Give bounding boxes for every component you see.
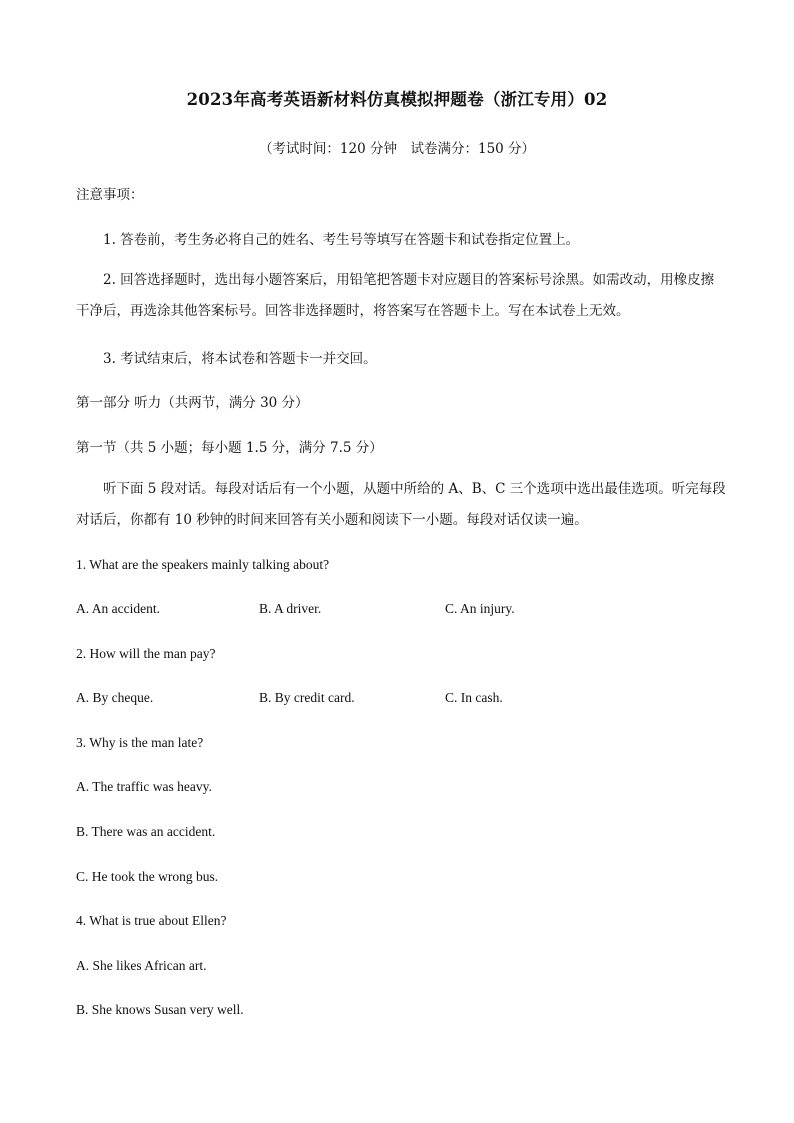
question-1-stem: 1. What are the speakers mainly talking about? bbox=[76, 557, 330, 572]
question-3-stem: 3. Why is the man late? bbox=[76, 735, 204, 750]
question-1-option-a: A. An accident. bbox=[76, 601, 160, 616]
question-1-option-b: B. A driver. bbox=[259, 601, 322, 616]
notice-item-2: 2. 回答选择题时，选出每小题答案后，用铅笔把答题卡对应题目的答案标号涂黑。如需改动，用橡皮擦干净后，再选涂其他答案标号。回答非选择题时，将答案写在答题卡上。写在本试卷上无效。 bbox=[76, 272, 715, 319]
notice-item-1: 1. 答卷前，考生务必将自己的姓名、考生号等填写在答题卡和试卷指定位置上。 bbox=[103, 232, 580, 248]
question-4-option-b: B. She knows Susan very well. bbox=[76, 1002, 244, 1017]
question-3-option-a: A. The traffic was heavy. bbox=[76, 779, 212, 794]
notice-item-3: 3. 考试结束后，将本试卷和答题卡一并交回。 bbox=[103, 351, 377, 367]
question-2-stem: 2. How will the man pay? bbox=[76, 646, 216, 661]
section-instructions: 听下面 5 段对话。每段对话后有一个小题，从题中所给的 A、B、C 三个选项中选出最佳选项。听完每段对话后，你都有 10 秒钟的时间来回答有关小题和阅读下一小题。每段对话仅读一遍。 bbox=[76, 481, 726, 528]
question-3-option-b: B. There was an accident. bbox=[76, 824, 216, 839]
part-heading: 第一部分 听力（共两节，满分 30 分） bbox=[76, 395, 309, 411]
section-heading: 第一节（共 5 小题；每小题 1.5 分，满分 7.5 分） bbox=[76, 440, 383, 456]
question-1-option-c: C. An injury. bbox=[445, 601, 515, 616]
question-4-stem: 4. What is true about Ellen? bbox=[76, 913, 227, 928]
question-2-option-c: C. In cash. bbox=[445, 690, 503, 705]
question-3-option-c: C. He took the wrong bus. bbox=[76, 869, 219, 884]
question-2-option-a: A. By cheque. bbox=[76, 690, 154, 705]
notice-heading: 注意事项： bbox=[76, 187, 144, 203]
exam-info: （考试时间：120 分钟 试卷满分：150 分） bbox=[258, 141, 536, 157]
question-4-option-a: A. She likes African art. bbox=[76, 958, 207, 973]
page-title: 2023年高考英语新材料仿真模拟押题卷（浙江专用）02 bbox=[186, 90, 608, 109]
question-2-option-b: B. By credit card. bbox=[259, 690, 355, 705]
